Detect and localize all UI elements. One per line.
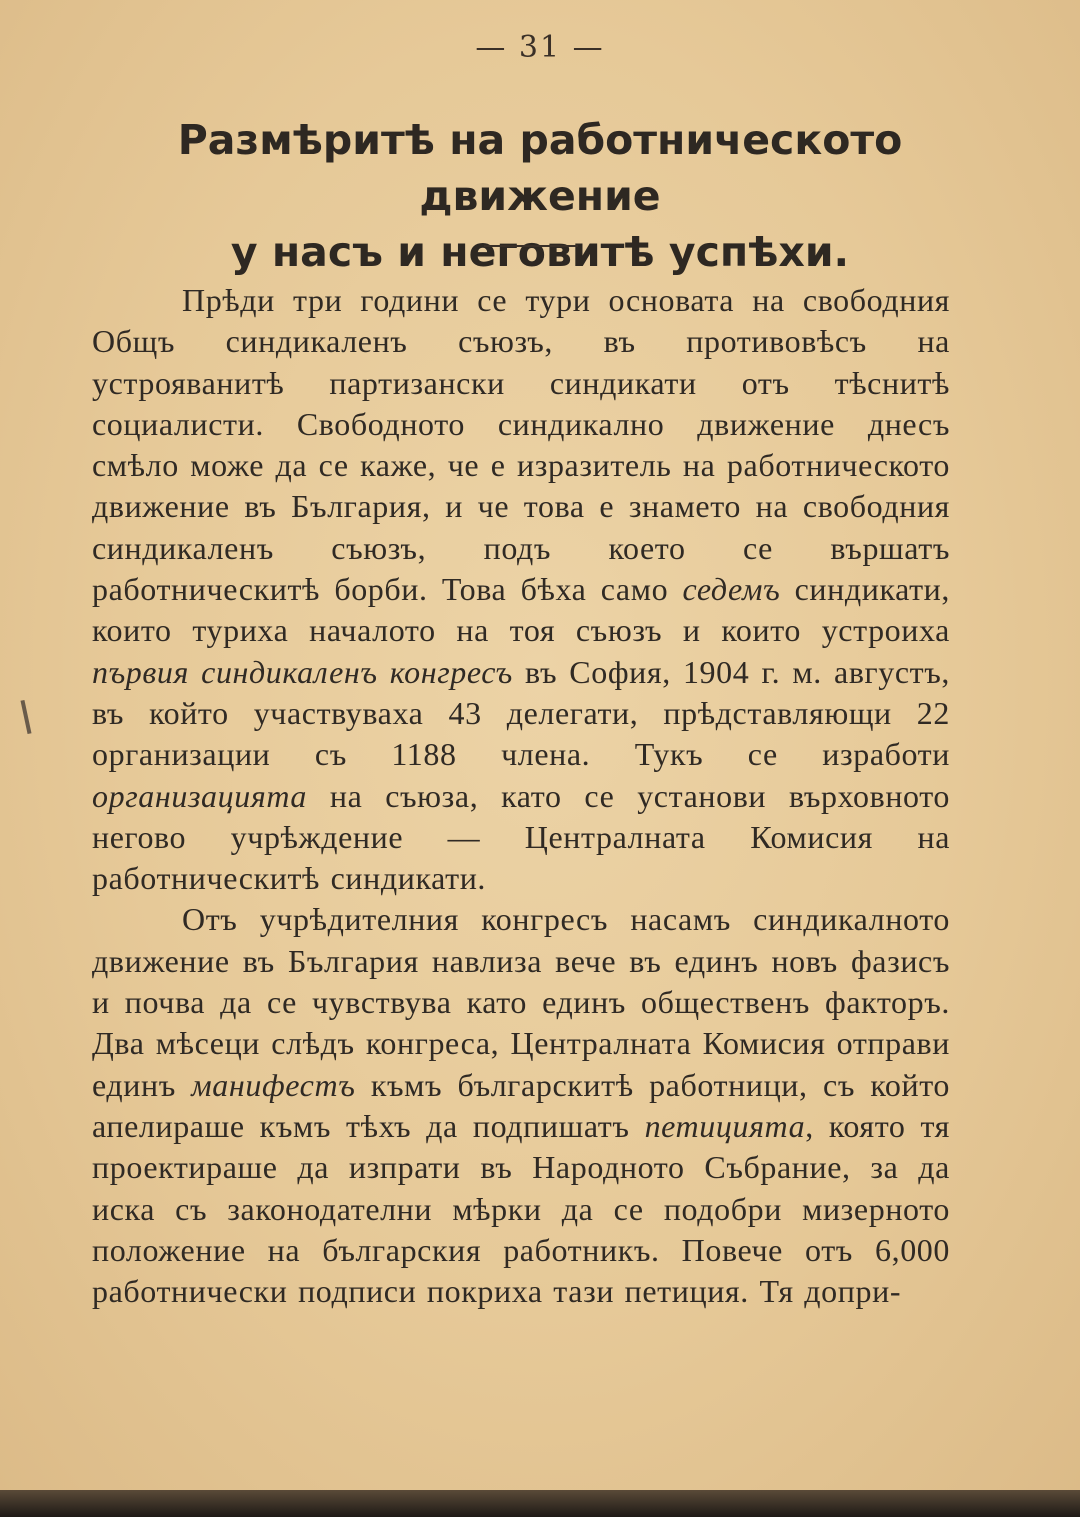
- page-bottom-edge: [0, 1490, 1080, 1517]
- margin-pencil-mark: [21, 700, 32, 734]
- title-divider: [484, 245, 578, 247]
- emphasis-seven: седемъ: [682, 571, 781, 608]
- emphasis-organization: организацията: [92, 777, 308, 814]
- paragraph-2: Отъ учрѣдителния конгресъ насамъ синдикалното движение въ България навлиза вече въ единъ новъ фазисъ и почва да се чувствува като единъ общественъ факторъ. Два мѣсеци слѣдъ конгреса, Централната Комисия отправи единъ манифестъ къмъ българскитѣ работници, съ който апелираше къмъ тѣхъ да подпишатъ петицията, която тя проектираше да изпрати въ Народното Събрание, за да иска съ законодателни мѣрки да се подобри мизерното положение на българския работникъ. Повече отъ 6,000 работнически подписи покриха тази петиция. Тя допри-: [92, 901, 951, 1310]
- emphasis-first-congress: първия синдикаленъ конгресъ: [92, 653, 513, 690]
- chapter-title: [60, 112, 1020, 280]
- emphasis-petition: петицията: [644, 1107, 806, 1144]
- paragraph-1: Прѣди три години се тури основата на свободния Общъ синдикаленъ съюзъ, въ противовѣсъ на устрояванитѣ партизански синдикати отъ тѣснитѣ социалисти. Свободното синдикално движение днесъ смѣло може да се каже, че е изразитель на работническото движение въ България, и че това е знамето на свободния синдикаленъ съюзъ, подъ което се вършатъ работническитѣ борби. Това бѣха само седемъ синдикати, които туриха началото на тоя съюзъ и които устроиха първия синдикаленъ конгресъ въ София, 1904 г. м. августъ, въ който участвуваха 43 делегати, прѣдставляющи 22 организации съ 1188 члена. Тукъ се изработи организацията на съюза, като се установи върховното негово учрѣждение — Централната Комисия на работническитѣ синдикати.: [92, 282, 951, 897]
- chapter-title-line-1: Размѣритѣ на работническото движение: [177, 116, 903, 220]
- chapter-title-line-2: у насъ и неговитѣ успѣхи.: [230, 228, 850, 276]
- page-number: — 31 —: [475, 30, 605, 65]
- emphasis-manifesto: манифестъ: [191, 1066, 356, 1103]
- body-text: [92, 280, 950, 1312]
